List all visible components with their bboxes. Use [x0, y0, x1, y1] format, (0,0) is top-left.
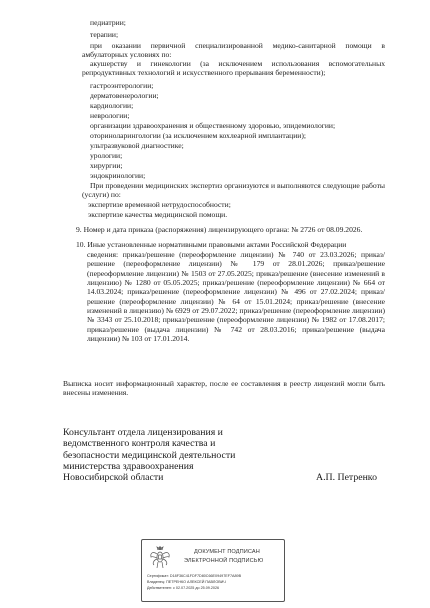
list-item: хирургии; [90, 161, 123, 170]
signer-title-line: ведомственного контроля качества и [63, 438, 216, 449]
order-number-line: 9. Номер и дата приказа (распоряжения) лицензирующего органа: № 2726 от 08.09.2026. [76, 225, 363, 234]
other-info-heading: 10. Иные установленные нормативными правовыми актами Российской Федерации [76, 240, 347, 249]
paragraph-primary-care: при оказании первичной специализированной медико-санитарной помощи в амбулаторных условиях по: [82, 41, 385, 60]
paragraph-obstetrics: акушерству и гинекологии (за исключением использования вспомогательных репродуктивных технологий и искусственного прерывания беременности); [82, 59, 385, 78]
list-item: педиатрии; [90, 18, 126, 27]
other-info-body: сведения: приказ/решение (переоформление лицензии) № 740 от 23.03.2026; приказ/решение (переоформление лицензии) № 179 от 28.01.2026; приказ/решение (переоформление лицензии) № 1503 от 27.05.2025; приказ/решение (внесение изменений в лицензию) № 1280 от 05.05.2025; приказ/решение (переоформление лицензии) № 664 от 14.03.2024; приказ/решение (переоформление лицензии) № 496 от 27.02.2024; приказ/решение (переоформление лицензии) № 64 от 15.01.2024; приказ/решение (внесение изменений в лицензию) № 6929 от 29.07.2022; приказ/решение (переоформление лицензии) № 3343 от 25.10.2018; приказ/решение (переоформление лицензии) № 1982 от 17.08.2017; приказ/решение (выдача лицензии) № 742 от 28.03.2016; приказ/решение (выдача лицензии) № 103 от 17.01.2014. [87, 250, 385, 344]
coat-of-arms-icon [149, 545, 171, 570]
signer-title-line: министерства здравоохранения [63, 461, 194, 472]
list-item: дерматовенерологии; [90, 91, 159, 100]
paragraph-expertise: При проведении медицинских экспертиз организуются и выполняются следующие работы (услуги) по: [82, 181, 385, 200]
list-item: кардиологии; [90, 101, 134, 110]
list-item: оториноларингологии (за исключением кохлеарной имплантации); [90, 131, 306, 140]
informational-note: Выписка носит информационный характер, после ее составления в реестр лицензий могли быть внесены изменения. [63, 379, 385, 398]
list-item: гастроэнтерологии; [90, 81, 154, 90]
signer-title-line: безопасности медицинской деятельности [63, 450, 236, 461]
list-item: неврологии; [90, 111, 130, 120]
list-item: организации здравоохранения и общественному здоровью, эпидемиологии; [90, 121, 336, 130]
stamp-owner: Владелец: ПЕТРЕНКО АЛЕКСЕЙ ПАВЛОВИЧ [147, 580, 226, 584]
stamp-certificate: Сертификат: D18F36C41FDF7D80C66E09497EF7A89B [147, 574, 242, 578]
stamp-title: ДОКУМЕНТ ПОДПИСАН [194, 549, 260, 555]
list-item: терапии; [90, 30, 119, 39]
stamp-validity: Действителен: с 02.07.2025 до 25.09.2026 [147, 586, 220, 590]
list-item: экспертизе временной нетрудоспособности; [88, 200, 231, 209]
list-item: экспертизе качества медицинской помощи. [88, 210, 228, 219]
list-item: урологии; [90, 151, 123, 160]
signer-name: А.П. Петренко [316, 472, 377, 483]
stamp-subtitle: ЭЛЕКТРОННОЙ ПОДПИСЬЮ [184, 558, 264, 564]
signer-title-line: Новосибирской области [63, 472, 164, 483]
electronic-signature-stamp [141, 539, 285, 602]
signer-title-line: Консультант отдела лицензирования и [63, 427, 223, 438]
list-item: ультразвуковой диагностике; [90, 141, 184, 150]
list-item: эндокринологии; [90, 171, 146, 180]
